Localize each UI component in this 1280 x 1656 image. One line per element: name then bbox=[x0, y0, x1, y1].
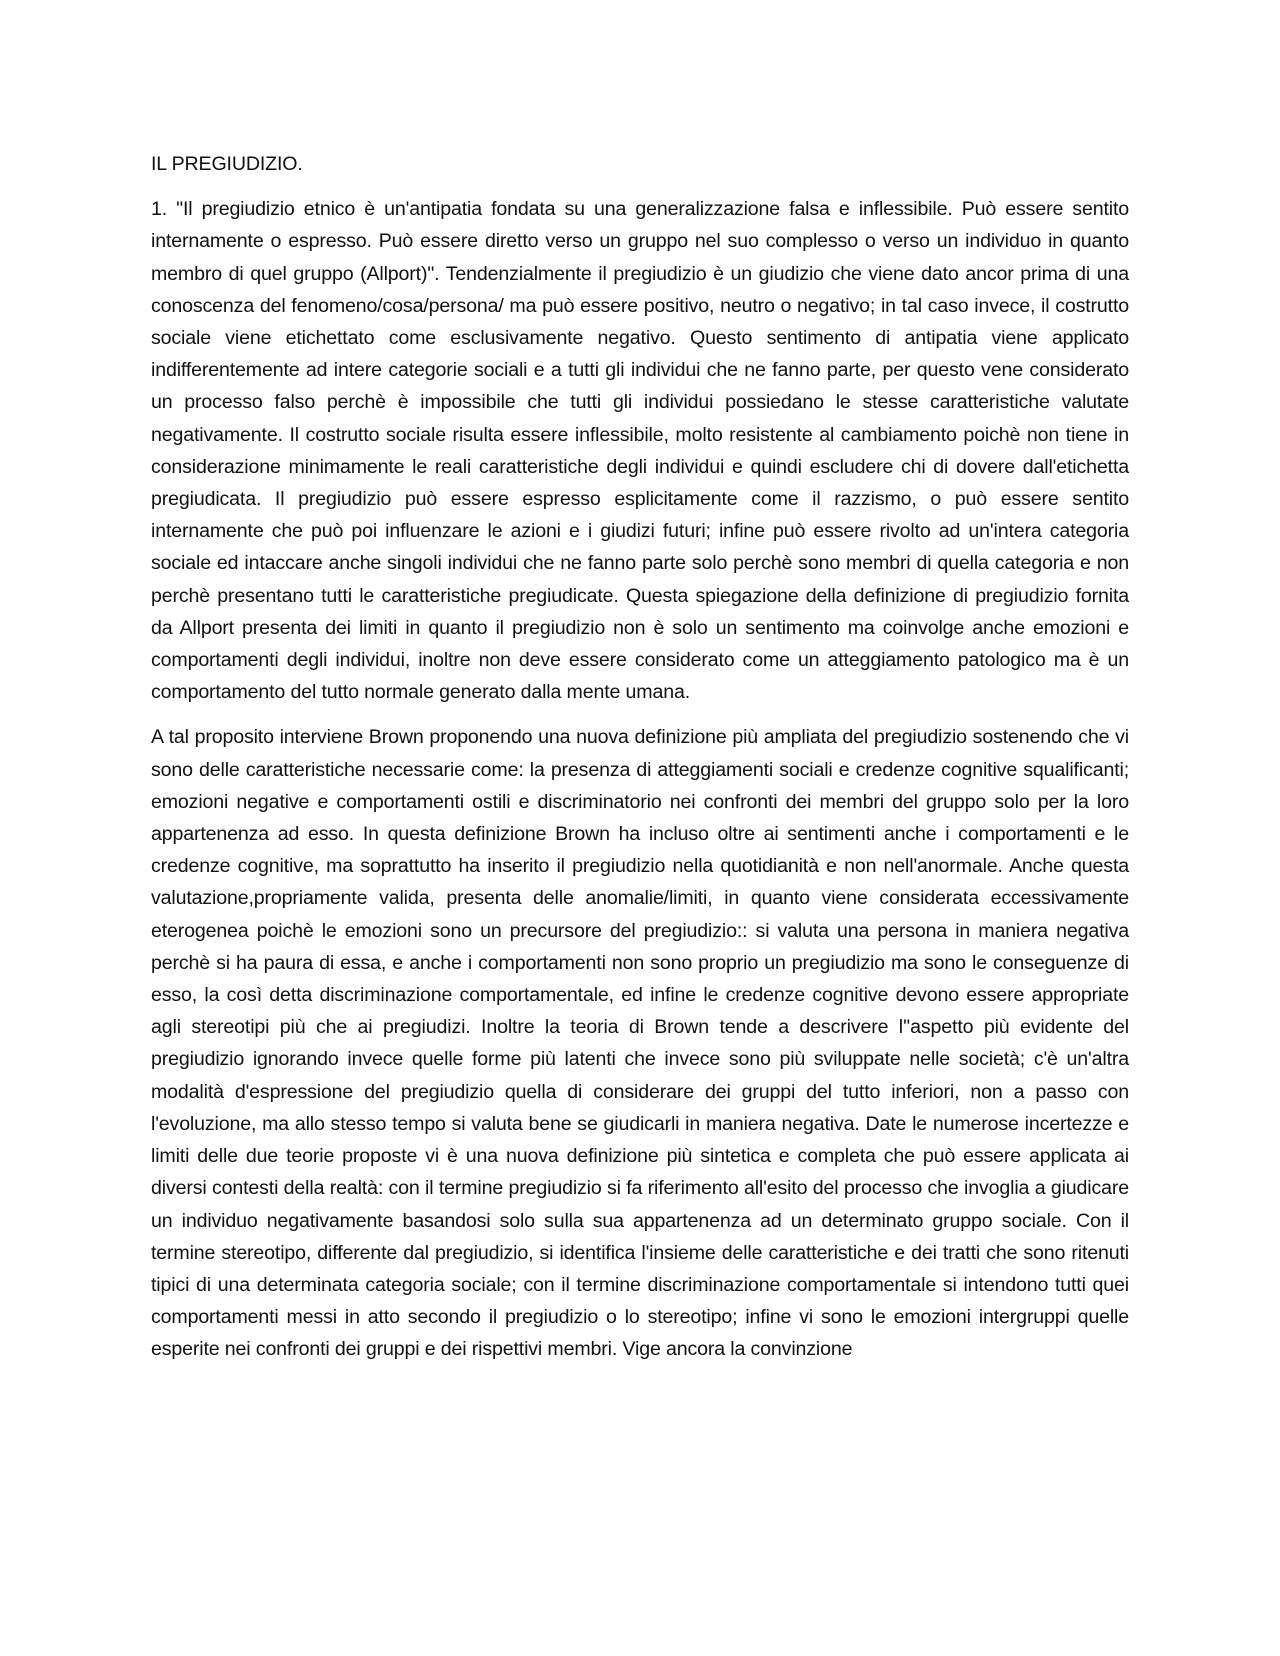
paragraph-allport-definition: 1. "Il pregiudizio etnico è un'antipatia fondata su una generalizzazione falsa e inflessibile. Può essere sentito internamente o espresso. Può essere diretto verso un gruppo nel suo complesso o verso un individuo in quanto membro di quel gruppo (Allport)". Tendenzialmente il pregiudizio è un giudizio che viene dato ancor prima di una conoscenza del fenomeno/cosa/persona/ ma può essere positivo, neutro o negativo; in tal caso invece, il costrutto sociale viene etichettato come esclusivamente negativo. Questo sentimento di antipatia viene applicato indifferentemente ad intere categorie sociali e a tutti gli individui che ne fanno parte, per questo vene considerato un processo falso perchè è impossibile che tutti gli individui possiedano le stesse caratteristiche valutate negativamente. Il costrutto sociale risulta essere inflessibile, molto resistente al cambiamento poichè non tiene in considerazione minimamente le reali caratteristiche degli individui e quindi escludere chi di dovere dall'etichetta pregiudicata. Il pregiudizio può essere espresso esplicitamente come il razzismo, o può essere sentito internamente che può poi influenzare le azioni e i giudizi futuri; infine può essere rivolto ad un'intera categoria sociale ed intaccare anche singoli individui che ne fanno parte solo perchè sono membri di quella categoria e non perchè presentano tutti le caratteristiche pregiudicate. Questa spiegazione della definizione di pregiudizio fornita da Allport presenta dei limiti in quanto il pregiudizio non è solo un sentimento ma coinvolge anche emozioni e comportamenti degli individui, inoltre non deve essere considerato come un atteggiamento patologico ma è un comportamento del tutto normale generato dalla mente umana. bbox=[151, 198, 1129, 704]
paragraph-brown-definition: A tal proposito interviene Brown proponendo una nuova definizione più ampliata del pregiudizio sostenendo che vi sono delle caratteristiche necessarie come: la presenza di atteggiamenti sociali e credenze cognitive squalificanti; emozioni negative e comportamenti ostili e discriminatorio nei confronti dei membri del gruppo solo per la loro appartenenza ad esso. In questa definizione Brown ha incluso oltre ai sentimenti anche i comportamenti e le credenze cognitive, ma soprattutto ha inserito il pregiudizio nella quotidianità e non nell'anormale. Anche questa valutazione,propriamente valida, presenta delle anomalie/limiti, in quanto viene considerata eccessivamente eterogenea poichè le emozioni sono un precursore del pregiudizio:: si valuta una persona in maniera negativa perchè si ha paura di essa, e anche i comportamenti non sono proprio un pregiudizio ma sono le conseguenze di esso, la così detta discriminazione comportamentale, ed infine le credenze cognitive devono essere appropriate agli stereotipi più che ai pregiudizi. Inoltre la teoria di Brown tende a descrivere l''aspetto più evidente del pregiudizio ignorando invece quelle forme più latenti che invece sono più sviluppate nelle società; c'è un'altra modalità d'espressione del pregiudizio quella di considerare dei gruppi del tutto inferiori, non a passo con l'evoluzione, ma allo stesso tempo si valuta bene se giudicarli in maniera negativa. Date le numerose incertezze e limiti delle due teorie proposte vi è una nuova definizione più sintetica e completa che può essere applicata ai diversi contesti della realtà: con il termine pregiudizio si fa riferimento all'esito del processo che invoglia a giudicare un individuo negativamente basandosi solo sulla sua appartenenza ad un determinato gruppo sociale. Con il termine stereotipo, differente dal pregiudizio, si identifica l'insieme delle caratteristiche e dei tratti che sono ritenuti tipici di una determinata categoria sociale; con il termine discriminazione comportamentale si intendono tutti quei comportamenti messi in atto secondo il pregiudizio o lo stereotipo; infine vi sono le emozioni intergruppi quelle esperite nei confronti dei gruppi e dei rispettivi membri. Vige ancora la convinzione bbox=[151, 726, 1129, 1361]
document-title: IL PREGIUDIZIO. bbox=[151, 153, 303, 175]
document-body bbox=[151, 148, 1129, 1379]
